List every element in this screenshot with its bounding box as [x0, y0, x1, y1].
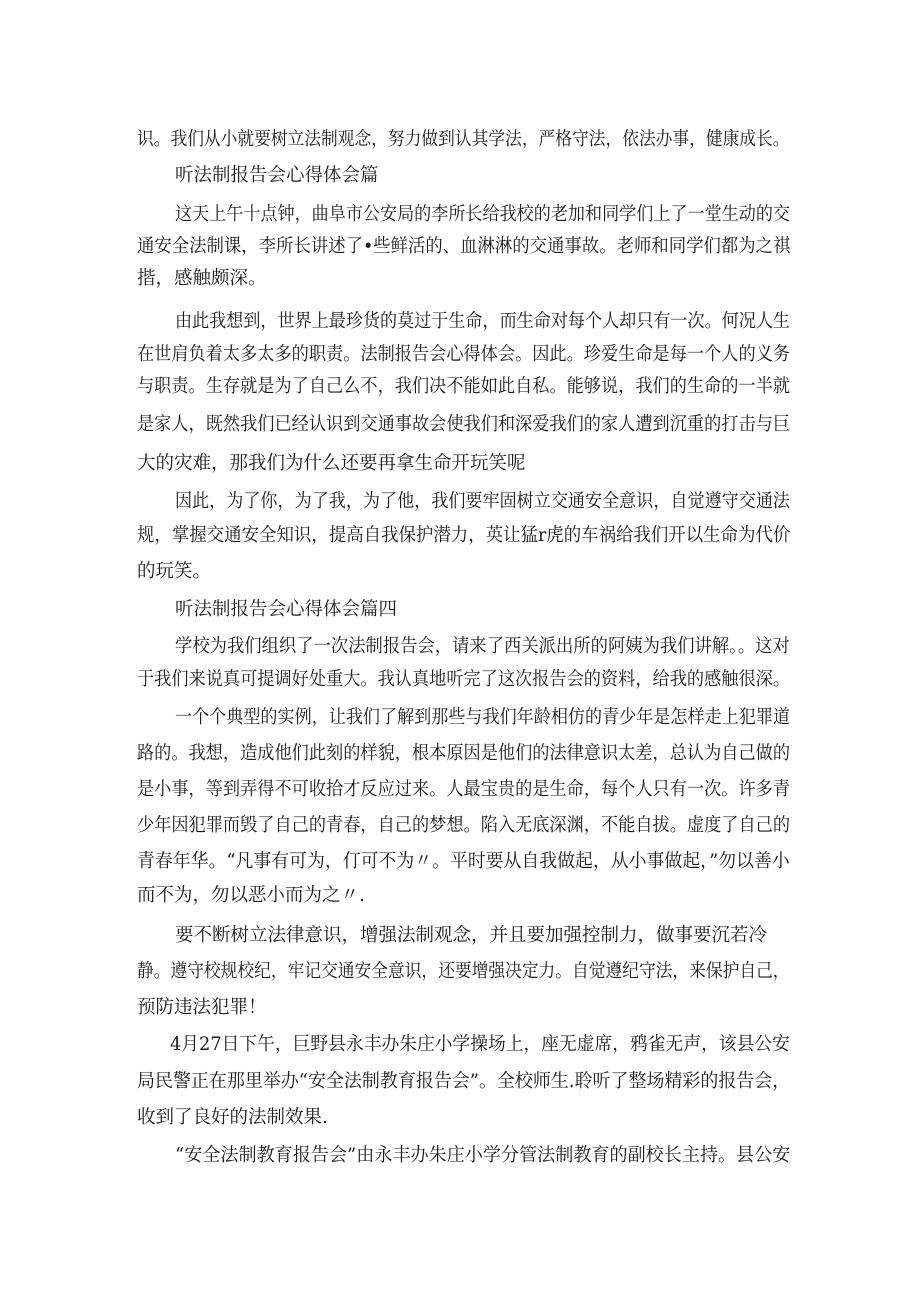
section-heading: 听法制报告会心得体会篇四: [175, 599, 398, 620]
text-line: 大的灾难，那我们为什么还要再拿生命开玩笑呢: [137, 453, 526, 474]
text-line: 路的。我想，造成他们此刻的样貌，根本原因是他们的法律意识太差，总认为自己做的: [137, 743, 791, 764]
text-line: 揩，感触颇深。: [137, 268, 267, 289]
text-line: 4月27日下午，巨野县永丰办朱庄小学操场上，座无虚席，鸦雀无声，该县公安: [170, 1034, 790, 1055]
text-line: 而不为，勿以恶小而为之〃.: [137, 885, 365, 906]
text-line: 少年因犯罪而毁了自己的青春，自己的梦想。陷入无底深渊，不能自拔。虚度了自己的: [137, 815, 791, 836]
text-line: 与职责。生存就是为了自己么不，我们决不能如此自私。能够说，我们的生命的一半就: [137, 376, 791, 397]
text-line: “安全法制教育报告会”由永丰办朱庄小学分管法制教育的副校长主持。县公安: [175, 1145, 791, 1166]
text-line: 这天上午十点钟，曲阜市公安局的李所长给我校的老加和同学们上了一堂生动的交: [175, 204, 790, 225]
text-line: 因此，为了你，为了我，为了他，我们要牢固树立交通安全意识，自觉遵守交通法: [175, 491, 790, 512]
text-line: 青春年华。“凡事有可为，仃可不为〃。平时要从自我做起，从小事做起，”勿以善小: [137, 851, 790, 872]
text-line: 规，掌握交通安全知识，提高自我保护潜力，英让猛r虎的车祸给我们开以生命为代价: [137, 525, 791, 546]
text-line: 静。遵守校规校纪，牢记交通安全意识，还要增强决定力。自觉遵纪守法，来保护自己，: [137, 961, 790, 982]
text-line: 通安全法制课，李所长讲述了•些鲜活的、血淋淋的交通事故。老师和同学们都为之祺: [137, 236, 791, 257]
text-line: 是小事，等到弄得不可收拾才反应过来。人最宝贵的是生命，每个人只有一次。许多青: [137, 779, 791, 800]
text-line: 局民警正在那里举办“安全法制教育报告会”。全校师生.聆听了整场精彩的报告会，: [137, 1071, 791, 1092]
text-line: 识。我们从小就要树立法制观念，努力做到认其学法，严格守法，依法办事，健康成长。: [137, 129, 790, 150]
text-line: 的玩笑。: [137, 561, 212, 582]
text-line: 是家人，既然我们已经认识到交通事故会使我们和深爱我们的家人遭到沉重的打击与巨: [137, 414, 791, 435]
text-line: 收到了良好的法制效果.: [137, 1107, 328, 1128]
text-line: 于我们来说真可提调好处重大。我认真地听完了这次报告会的资料，给我的感触很深。: [137, 669, 791, 690]
text-line: 在世肩负着太多太多的职责。法制报告会心得体会。因此。珍爱生命是每一个人的义务: [137, 344, 791, 365]
text-line: 由此我想到，世界上最珍货的莫过于生命，而生命对每个人却只有一次。何况人生: [175, 311, 790, 332]
section-heading: 听法制报告会心得体会篇: [175, 165, 379, 186]
text-line: 一个个典型的实例，让我们了解到那些与我们年龄相仿的青少年是怎样走上犯罪道: [175, 707, 790, 728]
text-line: 预防违法犯罪！: [137, 997, 267, 1018]
text-line: 要不断树立法律意识，增强法制观念，并且要加强控制力，做事要沉若冷: [175, 925, 768, 946]
text-line: 学校为我们组织了一次法制报告会，请来了西关派出所的阿姨为我们讲解。。这对: [175, 636, 790, 657]
